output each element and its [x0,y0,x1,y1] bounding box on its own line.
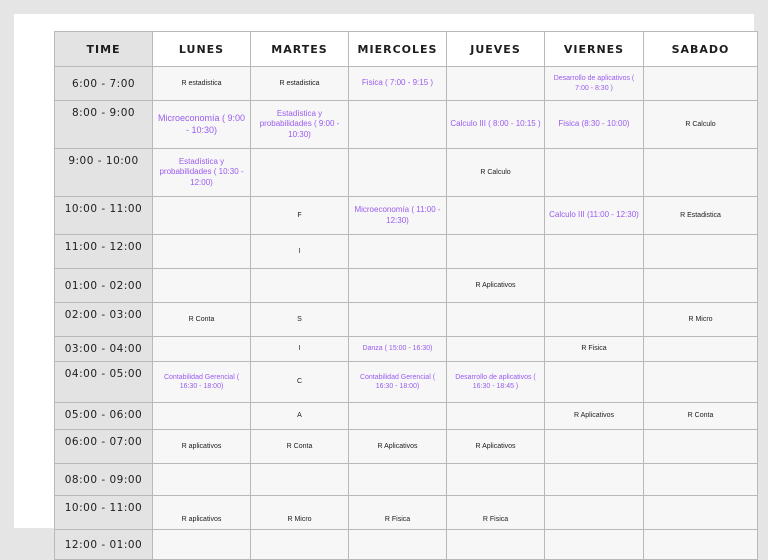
schedule-cell: C [251,362,349,403]
header-lunes: LUNES [153,32,251,67]
table-row [55,269,758,303]
time-slot: 01:00 - 02:00 [55,269,153,303]
schedule-cell [447,235,545,269]
schedule-cell: R estadistica [153,67,251,101]
schedule-cell: I [251,235,349,269]
header-viernes: VIERNES [545,32,644,67]
table-row [55,149,758,197]
schedule-cell [545,235,644,269]
header-row [55,32,758,67]
schedule-cell: A [251,403,349,430]
schedule-cell [644,269,758,303]
schedule-cell: R aplicativos [153,496,251,530]
schedule-cell: Danza ( 15:00 - 16:30) [349,337,447,362]
schedule-cell [153,235,251,269]
schedule-cell: R Fisica [349,496,447,530]
schedule-cell [349,464,447,496]
schedule-cell [153,269,251,303]
schedule-cell [447,337,545,362]
schedule-cell: R Aplicativos [545,403,644,430]
header-jueves: JUEVES [447,32,545,67]
schedule-cell [545,303,644,337]
table-row [55,362,758,403]
time-slot: 03:00 - 04:00 [55,337,153,362]
time-slot: 02:00 - 03:00 [55,303,153,337]
schedule-cell: R aplicativos [153,430,251,464]
schedule-cell: S [251,303,349,337]
schedule-cell [644,337,758,362]
schedule-cell [447,403,545,430]
schedule-cell [545,430,644,464]
schedule-cell [349,269,447,303]
schedule-cell [349,235,447,269]
schedule-cell [545,464,644,496]
schedule-cell: Estadística y probabilidades ( 9:00 - 10:30) [251,101,349,149]
schedule-cell: Microeconomía ( 9:00 - 10:30) [153,101,251,149]
table-row [55,430,758,464]
schedule-cell: Calculo III ( 8:00 - 10:15 ) [447,101,545,149]
table-row [55,101,758,149]
schedule-cell: Fisica ( 7:00 - 9:15 ) [349,67,447,101]
schedule-cell: Contabilidad Gerencial ( 16:30 - 18:00) [349,362,447,403]
time-slot: 04:00 - 05:00 [55,362,153,403]
schedule-cell: Fisica (8:30 - 10:00) [545,101,644,149]
schedule-cell: R Conta [644,403,758,430]
schedule-cell [447,530,545,560]
schedule-cell: Contabilidad Gerencial ( 16:30 - 18:00) [153,362,251,403]
header-miercoles: MIERCOLES [349,32,447,67]
schedule-cell: R Fisica [447,496,545,530]
schedule-cell [153,530,251,560]
schedule-cell: R Aplicativos [447,430,545,464]
table-row [55,67,758,101]
schedule-cell [545,269,644,303]
schedule-cell: R Calculo [644,101,758,149]
schedule-cell: R Micro [251,496,349,530]
time-slot: 11:00 - 12:00 [55,235,153,269]
table-row [55,403,758,430]
time-slot: 10:00 - 11:00 [55,496,153,530]
schedule-cell [251,269,349,303]
table-row [55,496,758,530]
schedule-cell: R Calculo [447,149,545,197]
schedule-cell [545,149,644,197]
schedule-cell: I [251,337,349,362]
schedule-cell [644,530,758,560]
schedule-cell [644,149,758,197]
schedule-cell: R Micro [644,303,758,337]
schedule-cell: F [251,197,349,235]
schedule-cell [644,464,758,496]
schedule-cell: R Fisica [545,337,644,362]
schedule-cell [153,403,251,430]
schedule-cell [251,464,349,496]
schedule-cell [447,67,545,101]
schedule-cell [349,303,447,337]
table-row [55,530,758,560]
schedule-cell [349,101,447,149]
table-row [55,337,758,362]
schedule-cell [447,464,545,496]
schedule-cell [644,430,758,464]
schedule-cell [644,362,758,403]
table-row [55,235,758,269]
schedule-cell: R estadistica [251,67,349,101]
schedule-cell: R Aplicativos [349,430,447,464]
schedule-cell [153,464,251,496]
schedule-cell [153,337,251,362]
schedule-cell [251,149,349,197]
time-slot: 6:00 - 7:00 [55,67,153,101]
time-slot: 8:00 - 9:00 [55,101,153,149]
table-row [55,464,758,496]
schedule-cell [644,67,758,101]
schedule-cell: Desarrollo de aplicativos ( 7:00 - 8:30 ) [545,67,644,101]
schedule-cell: Desarrollo de aplicativos ( 16:30 - 18:45 ) [447,362,545,403]
schedule-cell [251,530,349,560]
schedule-cell [545,496,644,530]
schedule-cell: R Conta [153,303,251,337]
weekly-schedule-table [54,31,758,560]
schedule-cell [349,403,447,430]
time-slot: 10:00 - 11:00 [55,197,153,235]
schedule-page [14,14,754,551]
time-slot: 08:00 - 09:00 [55,464,153,496]
schedule-cell [644,496,758,530]
schedule-cell: Estadística y probabilidades ( 10:30 - 12:00) [153,149,251,197]
schedule-cell: R Aplicativos [447,269,545,303]
schedule-cell: Calculo III (11:00 - 12:30) [545,197,644,235]
schedule-cell: Microeconomía ( 11:00 - 12:30) [349,197,447,235]
time-slot: 12:00 - 01:00 [55,530,153,560]
time-slot: 06:00 - 07:00 [55,430,153,464]
schedule-cell [349,530,447,560]
header-sabado: SABADO [644,32,758,67]
schedule-cell [545,362,644,403]
schedule-cell [447,197,545,235]
table-row [55,197,758,235]
time-slot: 9:00 - 10:00 [55,149,153,197]
table-row [55,303,758,337]
schedule-cell: R Conta [251,430,349,464]
schedule-cell: R Estadistica [644,197,758,235]
schedule-cell [447,303,545,337]
header-martes: MARTES [251,32,349,67]
schedule-cell [153,197,251,235]
schedule-cell [545,530,644,560]
schedule-cell [644,235,758,269]
header-time: TIME [55,32,153,67]
time-slot: 05:00 - 06:00 [55,403,153,430]
schedule-cell [349,149,447,197]
